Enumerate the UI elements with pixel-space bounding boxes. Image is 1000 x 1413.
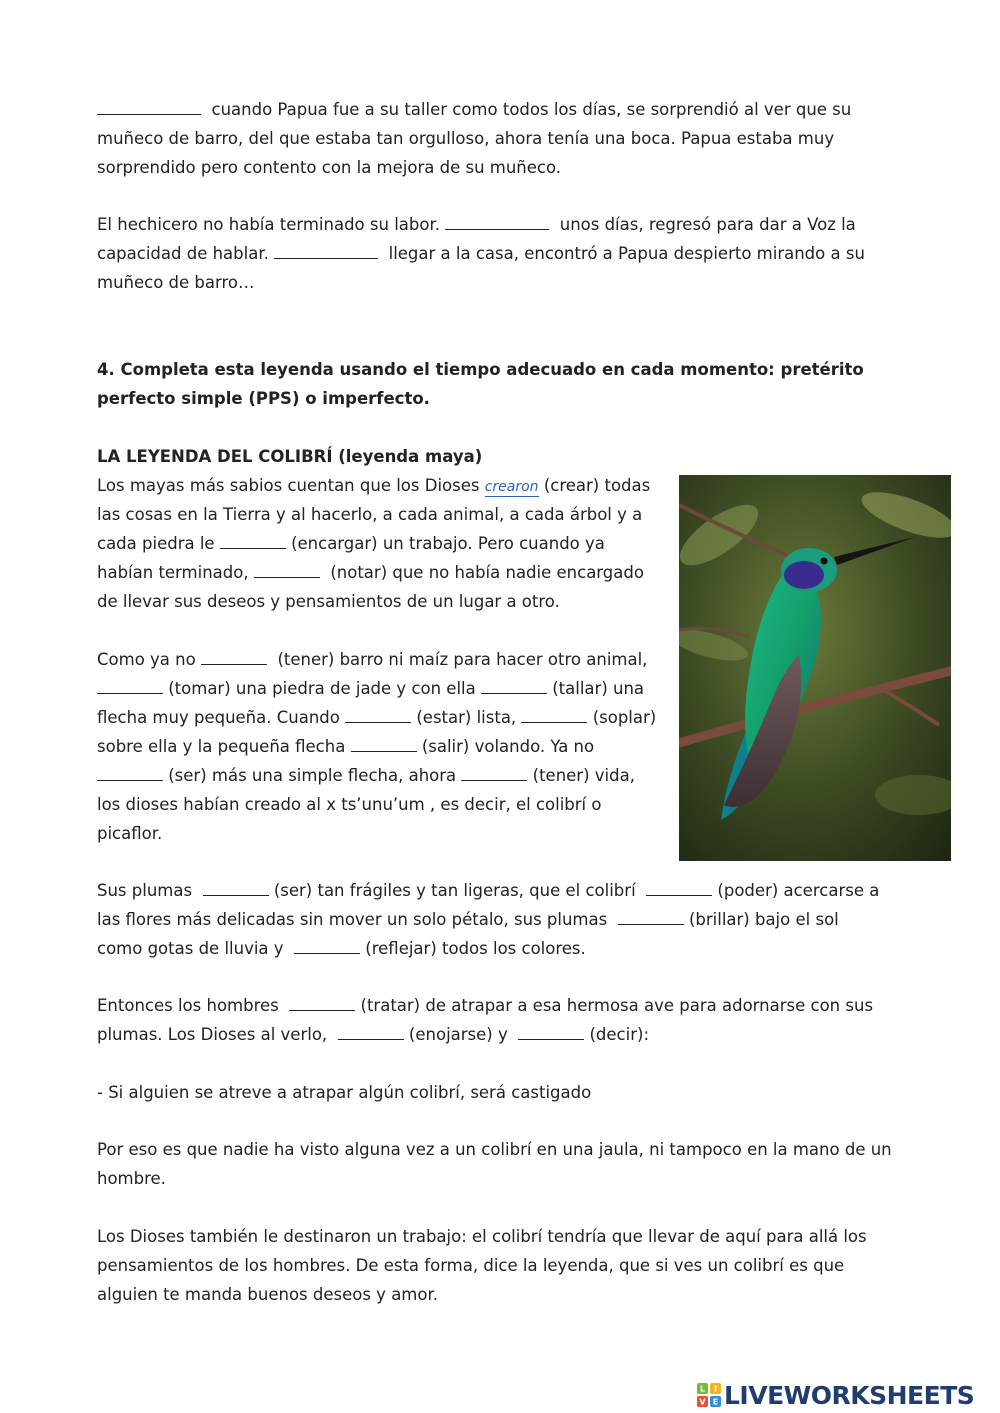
- paragraph-dialogue: - Si alguien se atreve a atrapar algún colibrí, será castigado: [97, 1083, 592, 1102]
- blank-field[interactable]: [618, 906, 684, 925]
- hummingbird-illustration: [679, 475, 951, 861]
- blank-field[interactable]: [220, 530, 286, 549]
- blank-field[interactable]: [201, 646, 267, 665]
- paragraph-hechicero: El hechicero no había terminado su labor. unos días, regresó para dar a Voz la capacidad de hablar. llegar a la casa, encontró a Papua despierto mirando a su muñeco de barro…: [97, 210, 897, 297]
- svg-text:E: E: [712, 1397, 719, 1407]
- blank-field[interactable]: [351, 733, 417, 752]
- blank-field[interactable]: [461, 762, 527, 781]
- blank-field[interactable]: [445, 211, 549, 230]
- paragraph-mayas: Los mayas más sabios cuentan que los Dioses crearon (crear) todas las cosas en la Tierra y al hacerlo, a cada animal, a cada árbol y a cada piedra le (encargar) un trabajo. Pero cuando ya habían terminado, (notar) que no había nadie encargado de llevar sus deseos y pensamientos de un lugar a otro.: [97, 476, 651, 611]
- legend-title: LA LEYENDA DEL COLIBRÍ (leyenda maya): [97, 447, 483, 466]
- svg-text:I: I: [714, 1384, 717, 1394]
- blank-field[interactable]: [97, 675, 163, 694]
- svg-text:L: L: [699, 1384, 706, 1394]
- paragraph-jaula: Por eso es que nadie ha visto alguna vez a un colibrí en una jaula, ni tampoco en la mano de un hombre.: [97, 1140, 892, 1188]
- blank-field[interactable]: [97, 96, 201, 115]
- paragraph-plumas: Sus plumas (ser) tan frágiles y tan ligeras, que el colibrí (poder) acercarse a las flores más delicadas sin mover un solo pétalo, sus plumas (brillar) bajo el sol como gotas de lluvia y (reflejar) todos los colores.: [97, 876, 897, 963]
- logo-text: LIVEWORKSHEETS: [724, 1380, 975, 1410]
- blank-field[interactable]: [254, 559, 320, 578]
- answer-field[interactable]: crearon: [484, 479, 539, 495]
- paragraph-trabajo: Los Dioses también le destinaron un trabajo: el colibrí tendría que llevar de aquí para allá los pensamientos de los hombres. De esta forma, dice la leyenda, que si ves un colibrí es que alguien te manda buenos deseos y amor.: [97, 1227, 867, 1304]
- blank-field[interactable]: [294, 935, 360, 954]
- paragraph-hombres: Entonces los hombres (tratar) de atrapar a esa hermosa ave para adornarse con sus plumas. Los Dioses al verlo, (enojarse) y (decir):: [97, 991, 897, 1049]
- blank-field[interactable]: [521, 704, 587, 723]
- hummingbird-image: [679, 475, 951, 861]
- blank-field[interactable]: [518, 1021, 584, 1040]
- liveworksheets-logo: [697, 1378, 974, 1412]
- blank-field[interactable]: [338, 1021, 404, 1040]
- blank-field[interactable]: [97, 762, 163, 781]
- blank-field[interactable]: [203, 877, 269, 896]
- blank-field[interactable]: [345, 704, 411, 723]
- blank-field[interactable]: [274, 240, 378, 259]
- blank-field[interactable]: [481, 675, 547, 694]
- exercise-instruction: 4. Completa esta leyenda usando el tiempo adecuado en cada momento: pretérito perfecto simple (PPS) o imperfecto.: [97, 360, 864, 408]
- svg-text:V: V: [699, 1397, 706, 1407]
- liveworksheets-logo-icon: [697, 1383, 721, 1407]
- paragraph-papua-workshop: cuando Papua fue a su taller como todos los días, se sorprendió al ver que su muñeco de barro, del que estaba tan orgulloso, ahora tenía una boca. Papua estaba muy sorprendido pero contento con la mejora de su muñeco.: [97, 95, 897, 182]
- paragraph-flecha: Como ya no (tener) barro ni maíz para hacer otro animal, (tomar) una piedra de jade y con ella (tallar) una flecha muy pequeña. Cuando (estar) lista, (soplar) sobre ella y la pequeña flecha (salir) volando. Ya no (ser) más una simple flecha, ahora (tener) vida, los dioses habían creado al x ts’unu’um , es decir, el colibrí o picaflor.: [97, 645, 669, 848]
- blank-field[interactable]: [646, 877, 712, 896]
- blank-field[interactable]: [289, 992, 355, 1011]
